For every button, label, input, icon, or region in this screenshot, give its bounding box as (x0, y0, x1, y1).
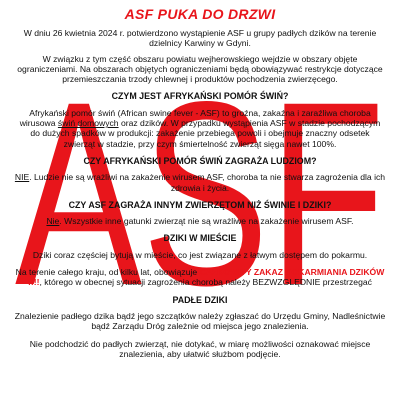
section-heading-dead-boars: PADŁE DZIKI (172, 294, 228, 305)
section-heading-what-is-asf: CZYM JEST AFRYKAŃSKI POMÓR ŚWIŃ? (111, 91, 289, 102)
other-animals-text: . Wszystkie inne gatunki zwierząt nie są wrażliwe na zakażenie wirusem ASF. (59, 216, 354, 227)
section-text-threat-to-humans (14, 172, 386, 193)
section-heading-other-animals: CZY ASF ZAGRAŻA INNYM ZWIERZĘTOM NIŻ ŚWINIE I DZIKI? (68, 199, 332, 210)
boars-in-city-paragraph-2 (14, 267, 386, 288)
threat-to-humans-text: . Ludzie nie są wrażliwi na zakażenie wirusem ASF, choroba ta nie stwarza zagrożenia dla ich zdrowia i życia. (29, 172, 386, 193)
dead-boars-paragraph-2: Nie podchodzić do padłych zwierząt, nie dotykać, w miarę możliwości oznakować miejsce znalezienia, aby ułatwić służbom podjęcie. (29, 338, 371, 359)
domestic-pigs-link[interactable]: świń domowych (57, 118, 119, 129)
section-text-what-is-asf (14, 108, 386, 149)
section-text-other-animals (14, 216, 386, 226)
intro-paragraph-2: W związku z tym część obszaru powiatu wejherowskiego wejdzie w obszary objęte ograniczeniami. Na obszarach objętych ograniczeniami będą obowiązywać restrykcje dotyczące przemieszczania trzody chlewnej i produktów pochodzenia zwierzęcego. (17, 53, 383, 85)
what-is-asf-text-start: Afrykański pomór świń (African swine fever - ASF) to groźna, zakaźna i zaraźliwa choroba wirusowa (19, 107, 371, 129)
feeding-ban-text-start: Na terenie całego kraju, od kilku lat, obowiązuje (15, 267, 200, 278)
intro-paragraph-1: W dniu 26 kwietnia 2024 r. potwierdzono wystąpienie ASF u grupy padłych dzików na terenie dzielnicy Karwiny w Gdyni. (23, 28, 377, 49)
dead-boars-paragraph-1: Znalezienie padłego dzika bądź jego szczątków należy zgłaszać do Urzędu Gminy, Nadleśnictwie bądź Zarządu Dróg zależnie od miejsca jego znalezienia. (14, 310, 386, 332)
feeding-ban-text-end: , którego w obecnej sytuacji zagrożenia chorobą należy BEZWZGLĘDNIE przestrzegać (39, 277, 372, 288)
asf-watermark-text: ASF (15, 72, 385, 302)
section-heading-threat-to-humans: CZY AFRYKAŃSKI POMÓR ŚWIŃ ZAGRAŻA LUDZIOM? (83, 155, 317, 166)
leaflet-content (14, 6, 386, 359)
feeding-ban-highlight: CAŁKOWITY ZAKAZ DOKARMIANIA DZIKÓW !!!! (28, 267, 385, 288)
page-title: ASF PUKA DO DRZWI (124, 6, 276, 22)
answer-no-humans: NIE (14, 172, 30, 183)
boars-in-city-paragraph-1: Dziki coraz częściej bytują w mieście, co jest związane z łatwym dostępem do pokarmu. (32, 249, 368, 260)
answer-no-animals: Nie (46, 216, 60, 227)
what-is-asf-text-end: oraz dzików. W przypadku wystąpienia ASF w stadzie pochodzącym do dużych spadków w produkcji: zakażenie przebiega powoli i obejmuje znaczny odsetek zwierząt w stadzie, przy czym śmiertelność zwierząt sięga nawet 100%. (30, 118, 381, 149)
section-heading-boars-in-city: DZIKI W MIEŚCIE (163, 233, 237, 244)
